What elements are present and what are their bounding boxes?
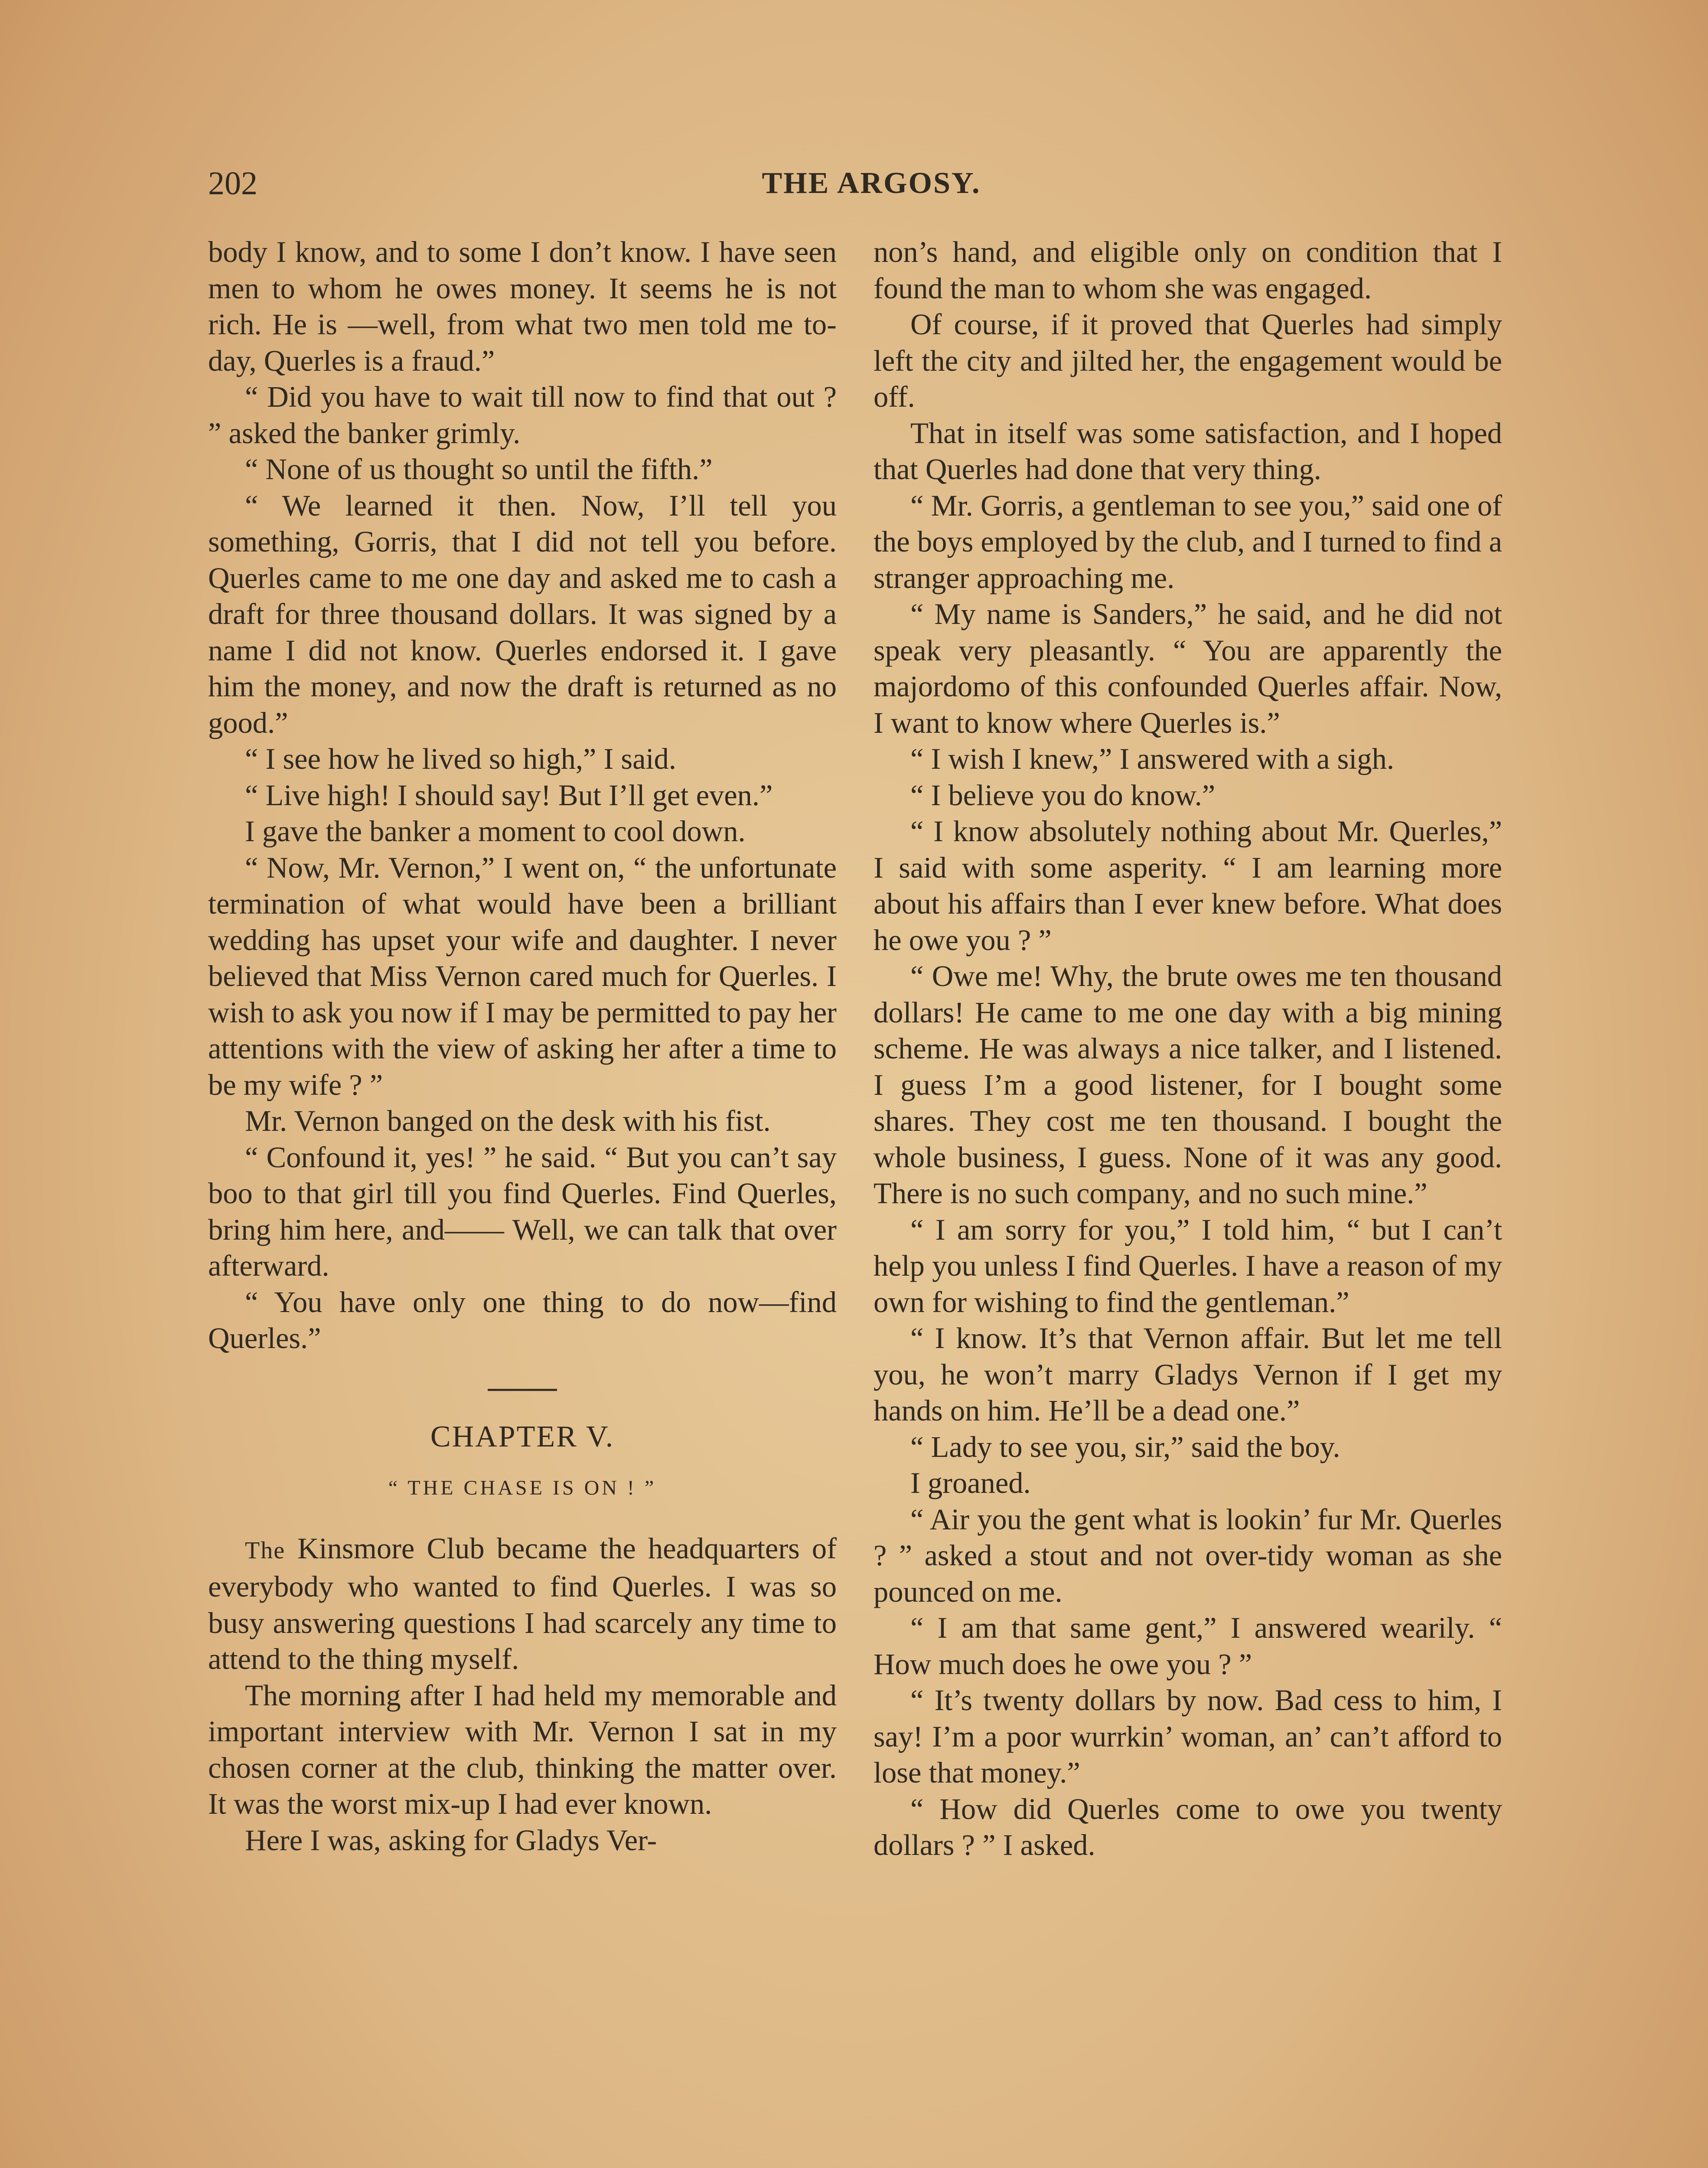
- left-column: [208, 234, 837, 1858]
- paragraph: Here I was, asking for Gladys Ver-: [245, 1823, 657, 1857]
- paragraph: “ I know absolutely nothing about Mr. Querles,” I said with some asperity. “ I am learning more about his affairs than I ever knew before. What does he owe you ? ”: [874, 815, 1502, 957]
- opening-paragraph-text: Kinsmore Club became the headquarters of everybody who wanted to find Querles. I was so busy answering questions I had scarcely any time to attend to the thing myself.: [208, 1531, 837, 1675]
- paragraph: Mr. Vernon banged on the desk with his fist.: [245, 1104, 771, 1137]
- paragraph: “ I am sorry for you,” I told him, “ but I can’t help you unless I find Querles. I have a reason of my own for wishing to find the gentleman.”: [874, 1213, 1502, 1319]
- paragraph: The morning after I had held my memorable and important interview with Mr. Vernon I sat in my chosen corner at the club, thinking the matter over. It was the worst mix-up I had ever known.: [208, 1678, 837, 1820]
- paragraph: “ Mr. Gorris, a gentleman to see you,” said one of the boys employed by the club, and I turned to find a stranger approaching me.: [874, 489, 1502, 594]
- paragraph: Of course, if it proved that Querles had simply left the city and jilted her, the engagement would be off.: [874, 308, 1502, 413]
- paragraph: “ I wish I knew,” I answered with a sigh.: [910, 742, 1394, 775]
- paragraph: “ Did you have to wait till now to find that out ? ” asked the banker grimly.: [208, 380, 837, 450]
- paragraph: “ Now, Mr. Vernon,” I went on, “ the unfortunate termination of what would have been a brilliant wedding has upset your wife and daughter. I never believed that Miss Vernon cared much for Querles. I wish to ask you now if I may be permitted to pay her attentions with the view of asking her after a time to be my wife ? ”: [208, 851, 837, 1101]
- paragraph: “ None of us thought so until the fifth.”: [245, 453, 713, 486]
- paragraph: “ Confound it, yes! ” he said. “ But you can’t say boo to that girl till you find Querles. Find Querles, bring him here, and—— Well, we can talk that over afterward.: [208, 1140, 837, 1282]
- section-divider: [488, 1389, 557, 1391]
- page-number: 202: [208, 165, 258, 202]
- paragraph: “ My name is Sanders,” he said, and he did not speak very pleasantly. “ You are apparently the majordomo of this confounded Querles affair. Now, I want to know where Querles is.”: [874, 598, 1502, 739]
- paragraph: “ Lady to see you, sir,” said the boy.: [910, 1430, 1340, 1463]
- paragraph: “ Live high! I should say! But I’ll get even.”: [245, 778, 773, 812]
- opening-word: The: [245, 1537, 286, 1564]
- paragraph: “ I know. It’s that Vernon affair. But let me tell you, he won’t marry Gladys Vernon if I get my hands on him. He’ll be a dead one.”: [874, 1322, 1502, 1427]
- running-head: THE ARGOSY.: [762, 167, 981, 200]
- paragraph: “ I see how he lived so high,” I said.: [245, 742, 676, 775]
- chapter-opening-paragraph: [208, 1531, 837, 1678]
- paragraph: “ Air you the gent what is lookin’ fur Mr. Querles ? ” asked a stout and not over-tidy woman as she pounced on me.: [874, 1502, 1502, 1608]
- paragraph: That in itself was some satisfaction, and I hoped that Querles had done that very thing.: [874, 416, 1502, 486]
- paragraph: “ I am that same gent,” I answered wearily. “ How much does he owe you ? ”: [874, 1611, 1502, 1681]
- page-header: [208, 160, 1422, 212]
- paragraph: non’s hand, and eligible only on condition that I found the man to whom she was engaged.: [874, 235, 1502, 305]
- paragraph: I groaned.: [910, 1466, 1031, 1499]
- paragraph: I gave the banker a moment to cool down.: [245, 815, 746, 848]
- paragraph: “ I believe you do know.”: [910, 778, 1216, 812]
- right-column: [874, 234, 1502, 1864]
- paragraph: “ We learned it then. Now, I’ll tell you something, Gorris, that I did not tell you before. Querles came to me one day and asked me to cash a draft for three thousand dollars. It was signed by a name I did not know. Querles endorsed it. I gave him the money, and now the draft is returned as no good.”: [208, 489, 837, 739]
- paragraph: “ Owe me! Why, the brute owes me ten thousand dollars! He came to me one day with a big mining scheme. He was always a nice talker, and I listened. I guess I’m a good listener, for I bought some shares. They cost me ten thousand. I bought the whole business, I guess. None of it was any good. There is no such company, and no such mine.”: [874, 960, 1502, 1210]
- paragraph: “ How did Querles come to owe you twenty dollars ? ” I asked.: [874, 1792, 1502, 1861]
- paragraph: “ You have only one thing to do now—find Querles.”: [208, 1285, 837, 1355]
- paragraph: body I know, and to some I don’t know. I have seen men to whom he owes money. It seems he is not rich. He is —well, from what two men told me to-day, Querles is a fraud.”: [208, 235, 837, 377]
- chapter-subtitle: “ THE CHASE IS ON ! ”: [388, 1476, 657, 1499]
- chapter-heading: CHAPTER V.: [430, 1420, 615, 1453]
- paragraph: “ It’s twenty dollars by now. Bad cess to him, I say! I’m a poor wurrkin’ woman, an’ can’t afford to lose that money.”: [874, 1684, 1502, 1789]
